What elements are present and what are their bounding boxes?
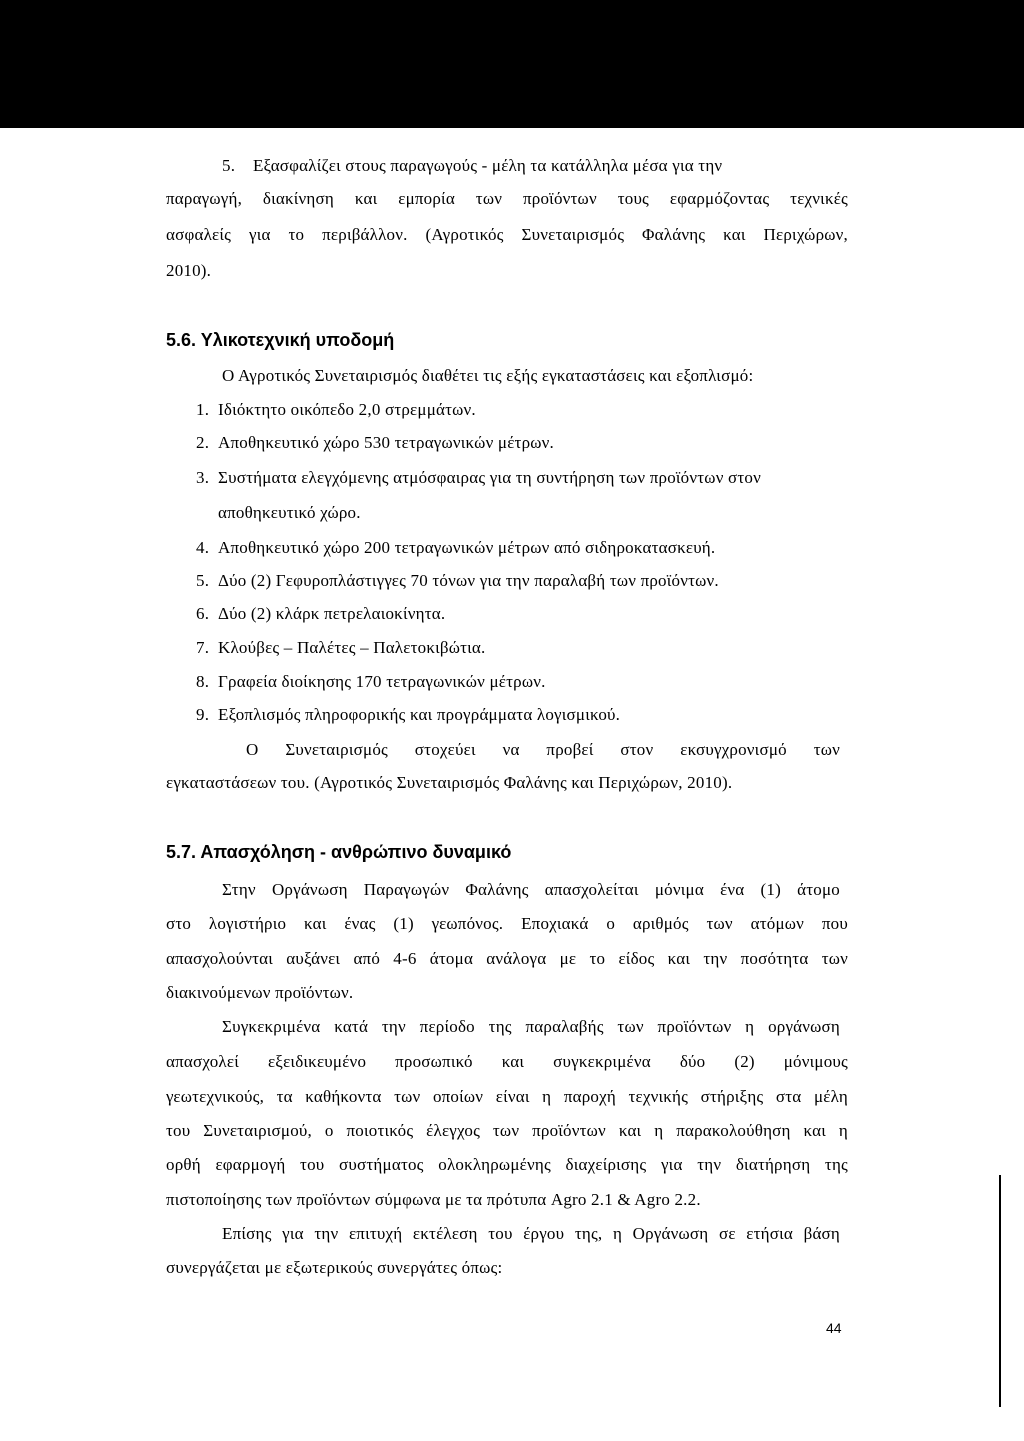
paragraph-line: Επίσης για την επιτυχή εκτέλεση του έργου της, η Οργάνωση σε ετήσια βάση <box>222 1224 840 1243</box>
list-item: 7. Κλούβες – Παλέτες – Παλετοκιβώτια. <box>196 638 486 657</box>
paragraph-line: συνεργάζεται με εξωτερικούς συνεργάτες όπως: <box>166 1258 503 1277</box>
list-item: 6. Δύο (2) κλάρκ πετρελαιοκίνητα. <box>196 604 446 623</box>
section-5-6-closing-line-2: εγκαταστάσεων του. (Αγροτικός Συνεταιρισμός Φαλάνης και Περιχώρων, 2010). <box>166 773 733 792</box>
section-5-6-closing-line-1: Ο Συνεταιρισμός στοχεύει να προβεί στον εκσυγχρονισμό των <box>246 740 840 759</box>
margin-rule <box>999 1175 1001 1407</box>
list-item: 1. Ιδιόκτητο οικόπεδο 2,0 στρεμμάτων. <box>196 400 476 419</box>
page-number: 44 <box>826 1320 842 1336</box>
section-5-6-title: 5.6. Υλικοτεχνική υποδομή <box>166 330 395 350</box>
paragraph-line: απασχολεί εξειδικευμένο προσωπικό και συγκεκριμένα δύο (2) μόνιμους <box>166 1052 848 1071</box>
list-item: 9. Εξοπλισμός πληροφορικής και προγράμματα λογισμικού. <box>196 705 621 724</box>
list-item-continuation: αποθηκευτικό χώρο. <box>218 503 361 522</box>
list-item: 3. Συστήματα ελεγχόμενης ατμόσφαιρας για τη συντήρηση των προϊόντων στον <box>196 468 762 487</box>
list-item: 2. Αποθηκευτικό χώρο 530 τετραγωνικών μέτρων. <box>196 433 554 452</box>
paragraph-line: ορθή εφαρμογή του συστήματος ολοκληρωμένης διαχείρισης για την διατήρηση της <box>166 1155 848 1174</box>
intro-item-line-4: 2010). <box>166 261 212 280</box>
paragraph-line: Στην Οργάνωση Παραγωγών Φαλάνης απασχολείται μόνιμα ένα (1) άτομο <box>222 880 840 899</box>
section-5-6-intro: Ο Αγροτικός Συνεταιρισμός διαθέτει τις εξής εγκαταστάσεις και εξοπλισμό: <box>222 366 754 385</box>
section-5-7-title: 5.7. Απασχόληση - ανθρώπινο δυναμικό <box>166 842 512 862</box>
paragraph-line: Συγκεκριμένα κατά την περίοδο της παραλαβής των προϊόντων η οργάνωση <box>222 1017 840 1036</box>
intro-item-text: Εξασφαλίζει στους παραγωγούς - μέλη τα κατάλληλα μέσα για την <box>252 156 723 175</box>
intro-item-line-2: παραγωγή, διακίνηση και εμπορία των προϊόντων τους εφαρμόζοντας τεχνικές <box>166 189 848 208</box>
intro-item-line-1 <box>222 156 722 176</box>
list-item: 4. Αποθηκευτικό χώρο 200 τετραγωνικών μέτρων από σιδηροκατασκευή. <box>196 538 716 557</box>
intro-item-line-3: ασφαλείς για το περιβάλλον. (Αγροτικός Συνεταιρισμός Φαλάνης και Περιχώρων, <box>166 225 848 244</box>
paragraph-line: απασχολούνται αυξάνει από 4-6 άτομα ανάλογα με το είδος και την ποσότητα των <box>166 949 848 968</box>
paragraph-line: πιστοποίησης των προϊόντων σύμφωνα με τα πρότυπα Agro 2.1 & Agro 2.2. <box>166 1190 701 1209</box>
paragraph-line: γεωτεχνικούς, τα καθήκοντα των οποίων είναι η παροχή τεχνικής στήριξης στα μέλη <box>166 1087 848 1106</box>
paragraph-line: διακινούμενων προϊόντων. <box>166 983 354 1002</box>
intro-item-number: 5. <box>222 156 236 175</box>
paragraph-line: στο λογιστήριο και ένας (1) γεωπόνος. Εποχιακά ο αριθμός των ατόμων που <box>166 914 848 933</box>
list-item: 5. Δύο (2) Γεφυροπλάστιγγες 70 τόνων για την παραλαβή των προϊόντων. <box>196 571 719 590</box>
paragraph-line: του Συνεταιρισμού, ο ποιοτικός έλεγχος των προϊόντων και η παρακολούθηση και η <box>166 1121 848 1140</box>
list-item: 8. Γραφεία διοίκησης 170 τετραγωνικών μέτρων. <box>196 672 546 691</box>
